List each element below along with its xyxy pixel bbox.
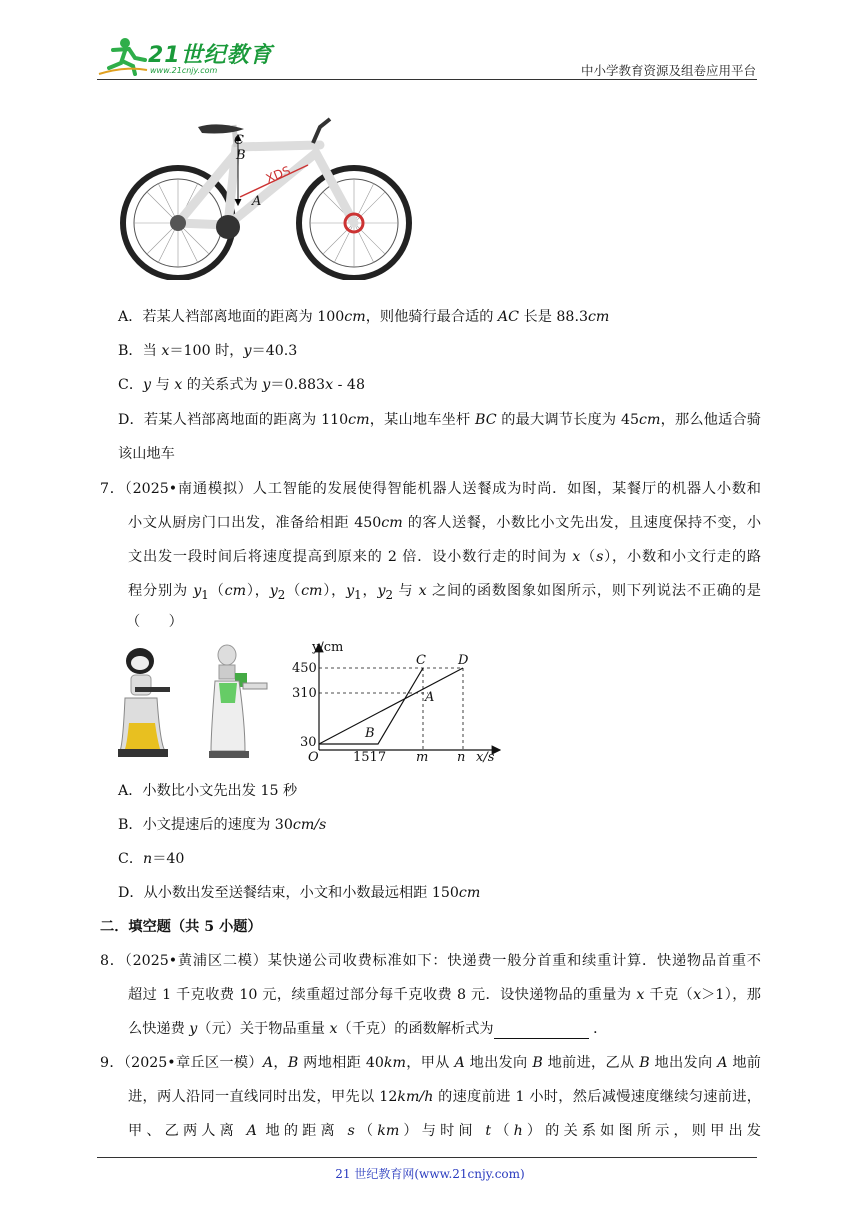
graph-point-c: C: [416, 653, 426, 668]
graph-xn: n: [457, 750, 466, 765]
q7-option-a: A．小数比小文先出发 15 秒: [118, 783, 298, 799]
q7-answer-brackets: （ ）: [126, 614, 183, 630]
q8-stem-line2: 超过 1 千克收费 10 元，续重超过部分每千克收费 8 元．设快递物品的重量为 x 千克（x＞1），那: [128, 987, 761, 1003]
q8-stem-line1: 8．（2025•黄浦区二模）某快递公司收费标准如下：快递费一般分首重和续重计算．快递物品首重不: [100, 953, 761, 969]
footer-link[interactable]: 21 世纪教育网(www.21cnjy.com): [335, 1167, 525, 1181]
q7-option-b: B．小文提速后的速度为 30cm/s: [118, 817, 327, 833]
q6-option-d-line1: D．若某人裆部离地面的距离为 110cm，某山地车坐杆 BC 的最大调节长度为 45cm，那么他适合骑: [118, 412, 761, 428]
q7-function-graph: [295, 640, 505, 770]
q7-stem-line2: 小文从厨房门口出发，准备给相距 450cm 的客人送餐，小数比小文先出发，且速度保持不变，小: [128, 515, 762, 531]
header-platform-name: 中小学教育资源及组卷应用平台: [580, 63, 756, 78]
graph-xm: m: [416, 750, 429, 765]
header-divider: [97, 79, 757, 80]
q9-stem-line2: 进，两人沿同一直线同时出发，甲先以 12km/h 的速度前进 1 小时，然后减慢速度继续匀速前进，: [128, 1089, 761, 1105]
q7-option-c: C．n＝40: [118, 851, 185, 867]
bike-label-b: B: [236, 148, 246, 163]
q8-stem-line3: 么快递费 y（元）关于物品重量 x（千克）的函数解析式为 ．: [128, 1021, 608, 1037]
robots-illustration: [115, 643, 275, 763]
svg-text:XDS: XDS: [263, 163, 293, 186]
graph-origin: O: [308, 750, 319, 765]
q7-stem-line1: 7．（2025•南通模拟）人工智能的发展使得智能机器人送餐成为时尚．如图，某餐厅的机器人小数和: [100, 481, 761, 497]
q7-stem-line4: 程分别为 $y_1(cm)$，$y_2(cm)$，$y_1$，$y_2$ 与 x 之间的函数图象如图所示，则下列说法不正确的是: [128, 583, 761, 602]
q6-option-d-line2: 该山地车: [118, 446, 175, 462]
graph-y30: 30: [300, 735, 317, 750]
q6-option-c: C．y 与 x 的关系式为 y＝0.883x ‑ 48: [118, 377, 365, 393]
logo-text: 21世纪教育: [148, 43, 273, 68]
graph-point-a: A: [425, 690, 435, 705]
graph-point-d: D: [458, 653, 469, 668]
graph-ylabel: y/cm: [312, 640, 344, 655]
section-fill-in-title: 二．填空题（共 5 小题）: [100, 919, 262, 935]
q7-stem-line3: 文出发一段时间后将速度提高到原来的 2 倍．设小数行走的时间为 x（s），小数和小文行走的路: [128, 549, 762, 565]
bicycle-figure: [118, 105, 413, 280]
q9-stem-line3: 甲、乙两人离 A 地的距离 s（km）与时间 t（h）的关系如图所示，则甲出发: [128, 1123, 761, 1139]
graph-point-b: B: [365, 726, 375, 741]
q8-answer-blank[interactable]: [494, 1022, 589, 1039]
bike-label-a: A: [252, 194, 262, 209]
graph-x15-17: 1517: [353, 750, 387, 765]
q6-option-b: B．当 x＝100 时，y＝40.3: [118, 343, 298, 359]
graph-y310: 310: [292, 686, 317, 701]
q7-option-d: D．从小数出发至送餐结束，小文和小数最远相距 150cm: [118, 885, 481, 901]
footer-divider: [97, 1157, 757, 1158]
graph-xlabel: x/s: [476, 750, 495, 765]
logo-url: www.21cnjy.com: [150, 66, 218, 75]
graph-y450: 450: [292, 661, 317, 676]
q6-option-a: A．若某人裆部离地面的距离为 100cm，则他骑行最合适的 AC 长是 88.3cm: [118, 309, 610, 325]
q9-stem-line1: 9．（2025•章丘区一模）A，B 两地相距 40km，甲从 A 地出发向 B 地前进，乙从 B 地出发向 A 地前: [100, 1055, 761, 1071]
bike-label-c: C: [234, 133, 244, 148]
